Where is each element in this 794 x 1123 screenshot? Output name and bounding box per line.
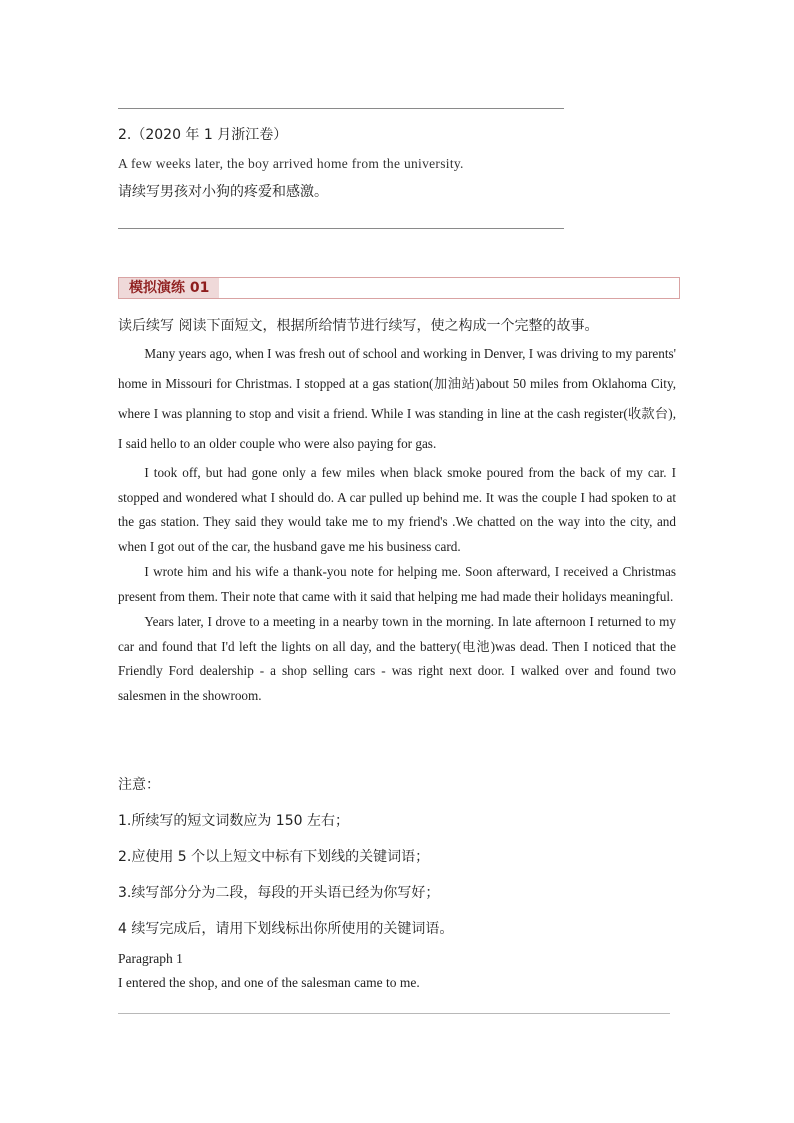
paragraph-label: Paragraph 1 xyxy=(118,951,183,966)
note-item: 2.应使用 5 个以上短文中标有下划线的关键词语； xyxy=(118,849,430,865)
question-2-requirement: 请续写男孩对小狗的疼爱和感激。 xyxy=(118,184,328,200)
answer-line xyxy=(118,228,564,229)
note-item: 3.续写部分分为二段，每段的开头语已经为你写好； xyxy=(118,885,440,901)
note-item: 1.所续写的短文词数应为 150 左右； xyxy=(118,813,349,829)
section-header xyxy=(118,277,680,299)
answer-line xyxy=(118,108,564,109)
notes-title: 注意： xyxy=(118,777,160,793)
question-2-heading: 2.（2020 年 1 月浙江卷） xyxy=(118,127,288,143)
story-text xyxy=(118,339,676,708)
note-item: 4 续写完成后，请用下划线标出你所使用的关键词语。 xyxy=(118,921,454,937)
question-2-prompt: A few weeks later, the boy arrived home from the university. xyxy=(118,156,464,171)
writing-line xyxy=(118,1013,670,1014)
story-paragraph: I wrote him and his wife a thank-you note for helping me. Soon afterward, I received a Christmas present from them. Their note that came with it said that helping me had made their holidays meaningful. xyxy=(118,564,676,604)
story-paragraph: Many years ago, when I was fresh out of school and working in Denver, I was driving to my parents' home in Missouri for Christmas. I stopped at a gas station(加油站)about 50 miles from Oklahoma City, where I was planning to stop and visit a friend. While I was standing in line at the cash register(收款台), I said hello to an older couple who were also paying for gas. xyxy=(118,346,676,451)
instructions: 读后续写 阅读下面短文，根据所给情节进行续写，使之构成一个完整的故事。 xyxy=(118,318,599,334)
story-paragraph: I took off, but had gone only a few miles when black smoke poured from the back of my car. I stopped and wondered what I should do. A car pulled up behind me. It was the couple I had spoken to at the gas station. They said they would take me to my friend's .We chatted on the way into the city, and when I got out of the car, the husband gave me his business card. xyxy=(118,465,676,554)
story-paragraph: Years later, I drove to a meeting in a nearby town in the morning. In late afternoon I returned to my car and found that I'd left the lights on all day, and the battery(电池)was dead. Then I noticed that the Friendly Ford dealership - a shop selling cars - was right next door. I walked over and found two salesmen in the showroom. xyxy=(118,614,676,703)
section-title: 模拟演练 01 xyxy=(119,278,219,298)
paragraph-opening: I entered the shop, and one of the salesman came to me. xyxy=(118,975,420,990)
